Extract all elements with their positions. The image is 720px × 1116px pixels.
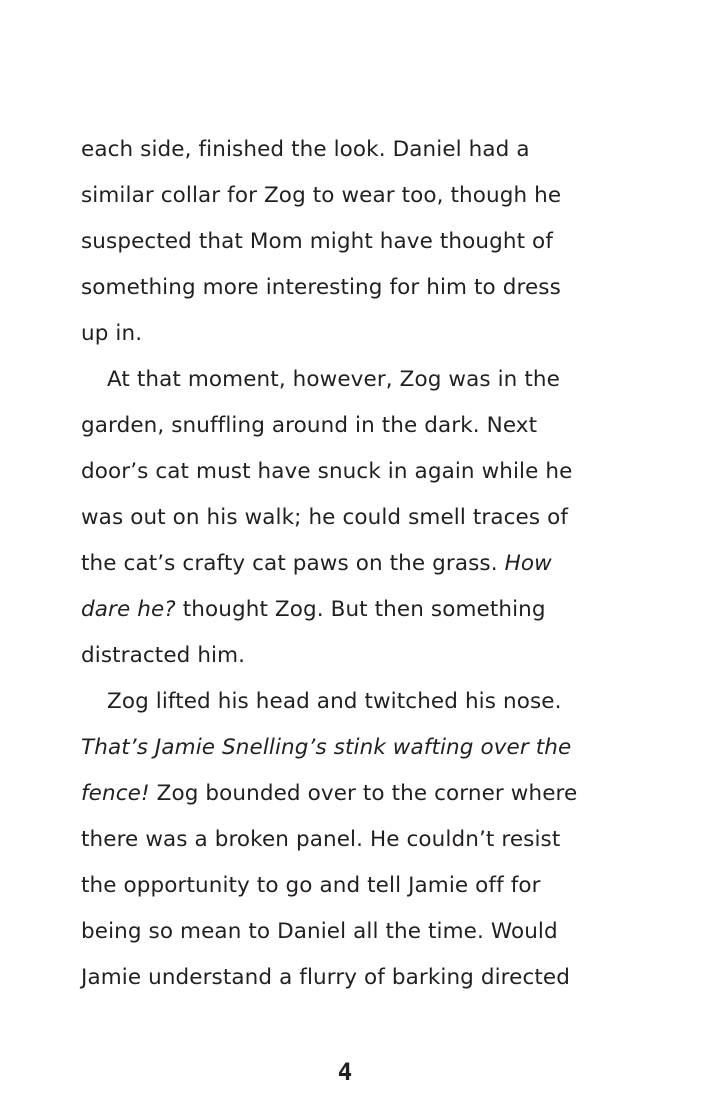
text-span: At that moment, however, Zog was in the bbox=[107, 367, 560, 392]
text-span: suspected that Mom might have thought of bbox=[81, 229, 553, 254]
text-line bbox=[81, 449, 641, 495]
text-line bbox=[81, 173, 641, 219]
text-span: being so mean to Daniel all the time. Would bbox=[81, 919, 558, 944]
text-line bbox=[81, 633, 641, 679]
text-line bbox=[81, 495, 641, 541]
text-span: something more interesting for him to dress bbox=[81, 275, 561, 300]
text-span: there was a broken panel. He couldn’t resist bbox=[81, 827, 561, 852]
text-line bbox=[81, 725, 641, 771]
text-line bbox=[81, 955, 641, 1001]
text-line bbox=[81, 679, 641, 725]
text-span: Jamie understand a flurry of barking directed bbox=[81, 965, 571, 990]
italic-text-span: dare he? bbox=[81, 597, 176, 622]
text-line bbox=[81, 541, 641, 587]
text-line bbox=[81, 311, 641, 357]
text-span: the cat’s crafty cat paws on the grass. bbox=[81, 551, 505, 576]
text-span: similar collar for Zog to wear too, though he bbox=[81, 183, 562, 208]
text-span: up in. bbox=[81, 321, 143, 346]
text-span: door’s cat must have snuck in again while he bbox=[81, 459, 573, 484]
text-line bbox=[81, 127, 641, 173]
page-number: 4 bbox=[337, 1058, 353, 1086]
text-line bbox=[81, 265, 641, 311]
text-line bbox=[81, 403, 641, 449]
text-span: each side, finished the look. Daniel had a bbox=[81, 137, 530, 162]
italic-text-span: That’s Jamie Snelling’s stink wafting over the bbox=[81, 735, 572, 760]
text-line bbox=[81, 357, 641, 403]
text-line bbox=[81, 863, 641, 909]
text-line bbox=[81, 219, 641, 265]
italic-text-span: fence! bbox=[81, 781, 150, 806]
text-line bbox=[81, 909, 641, 955]
text-span: thought Zog. But then something bbox=[175, 597, 546, 622]
text-line bbox=[81, 771, 641, 817]
text-span: the opportunity to go and tell Jamie off for bbox=[81, 873, 541, 898]
text-span: Zog lifted his head and twitched his nose. bbox=[107, 689, 562, 714]
book-page-text bbox=[81, 127, 641, 1001]
text-span: was out on his walk; he could smell traces of bbox=[81, 505, 569, 530]
text-line bbox=[81, 587, 641, 633]
text-span: Zog bounded over to the corner where bbox=[149, 781, 578, 806]
text-span: garden, snuffling around in the dark. Next bbox=[81, 413, 538, 438]
text-line bbox=[81, 817, 641, 863]
text-span: distracted him. bbox=[81, 643, 246, 668]
italic-text-span: How bbox=[504, 551, 552, 576]
